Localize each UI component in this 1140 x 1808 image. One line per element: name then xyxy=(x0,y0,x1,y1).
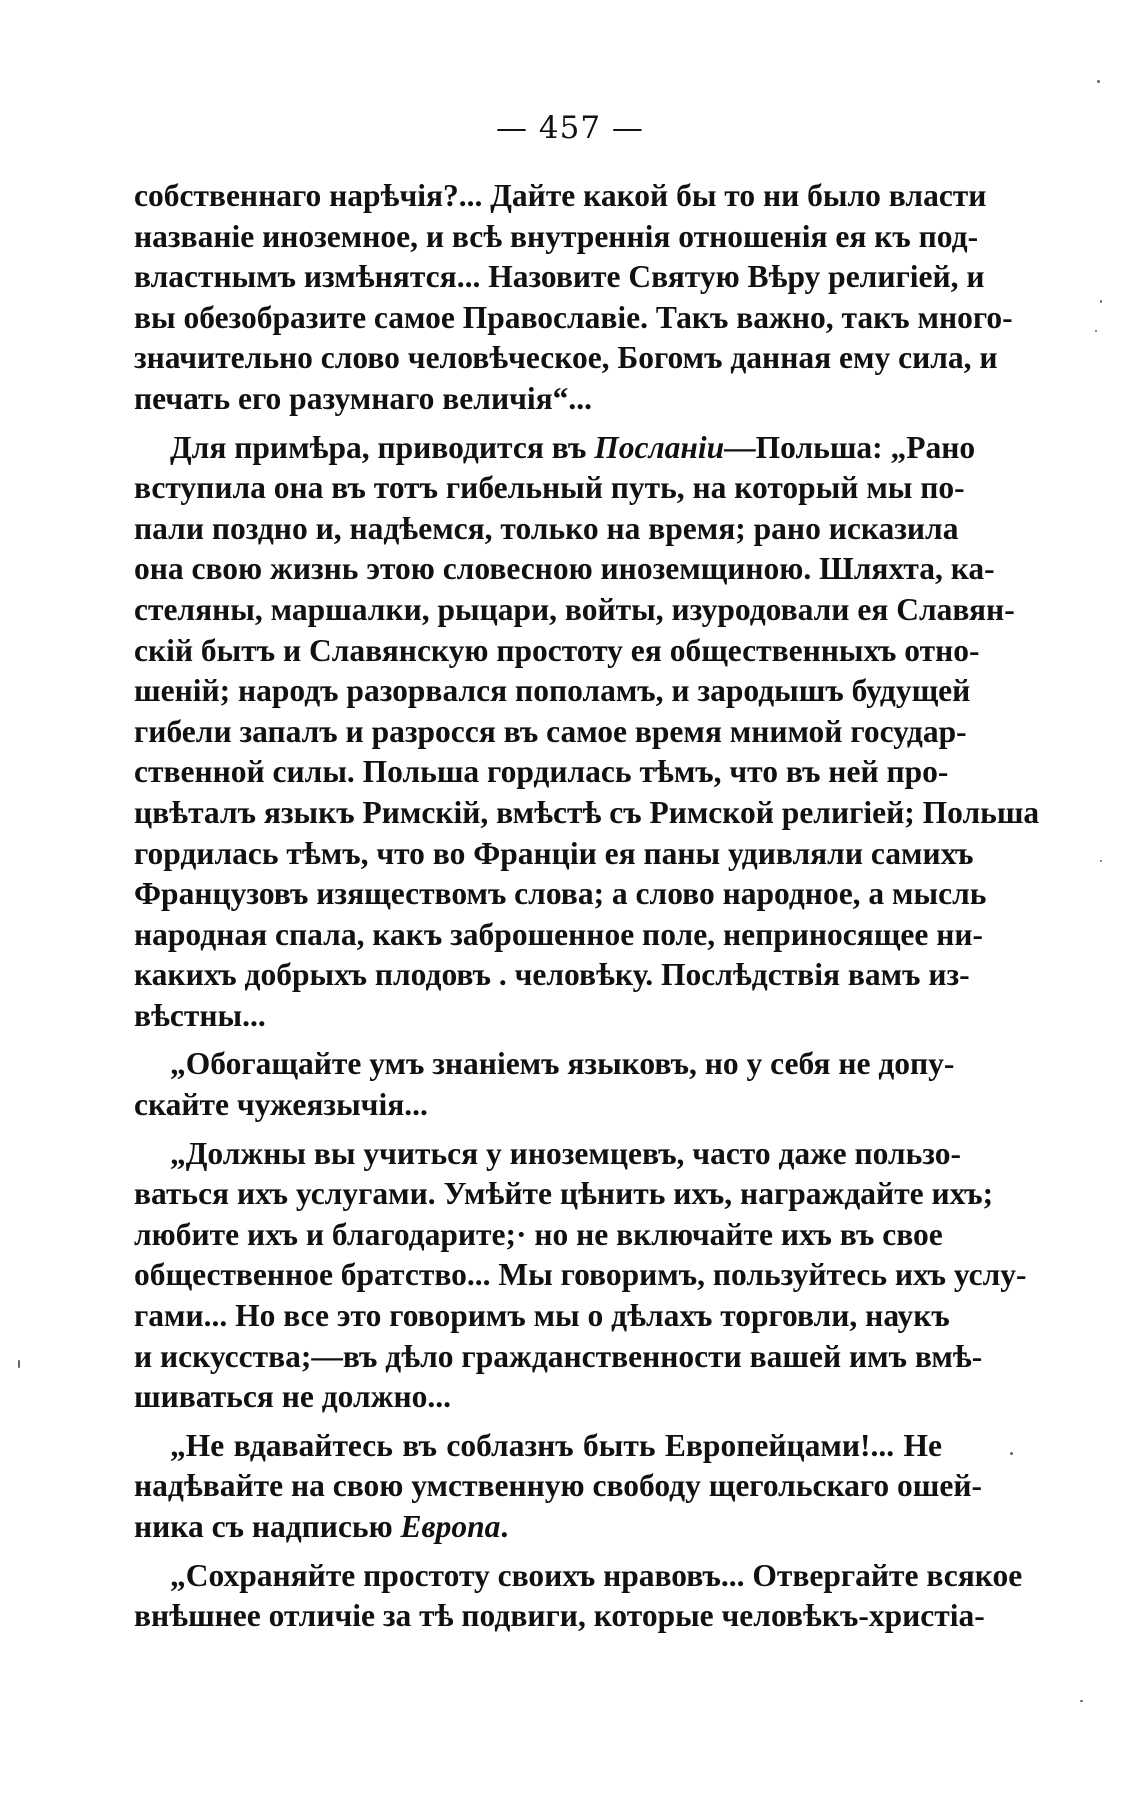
paragraph xyxy=(134,1044,955,1125)
text-line: вступила она въ тотъ гибельный путь, на который мы по- xyxy=(134,470,965,506)
text-line: цвѣталъ языкъ Римскій, вмѣстѣ съ Римской религіей; Польша xyxy=(134,794,1040,830)
paragraph xyxy=(134,1426,982,1548)
text-line: шеній; народъ разорвался пополамъ, и зародышъ будущей xyxy=(134,673,971,709)
text-line: надѣвайте на свою умственную свободу щегольскаго ошей- xyxy=(134,1468,982,1504)
text-line: она свою жизнь этою словесною иноземщиною. Шляхта, ка- xyxy=(134,551,995,587)
text-line: вы обезобразите самое Православіе. Такъ важно, такъ много- xyxy=(134,299,1013,335)
text-run: ника съ надписью xyxy=(134,1509,401,1544)
scan-speck xyxy=(18,1360,20,1368)
text-line: скій бытъ и Славянскую простоту ея общественныхъ отно- xyxy=(134,632,980,668)
text-line: ственной силы. Польша гордилась тѣмъ, что въ ней про- xyxy=(134,754,949,790)
text-line: названіе иноземное, и всѣ внутреннія отношенія ея къ под- xyxy=(134,218,979,254)
scan-speck xyxy=(1100,300,1102,303)
text-run: Для примѣра, приводится въ xyxy=(170,429,595,465)
text-line: ваться ихъ услугами. Умѣйте цѣнить ихъ, награждайте ихъ; xyxy=(134,1176,994,1212)
scan-speck xyxy=(1097,80,1100,83)
text-line: какихъ добрыхъ плодовъ . человѣку. Послѣдствія вамъ из- xyxy=(134,957,970,993)
page-number: — 457 — xyxy=(496,110,644,146)
text-line xyxy=(134,428,976,469)
text-line: внѣшнее отличіе за тѣ подвиги, которые человѣкъ-христіа- xyxy=(134,1598,985,1634)
text-line: гордилась тѣмъ, что во Франціи ея паны удивляли самихъ xyxy=(134,835,974,871)
text-line: стеляны, маршалки, рыцари, войты, изуродовали ея Славян- xyxy=(134,591,1015,627)
body-text xyxy=(134,176,1040,1637)
text-run: . xyxy=(500,1509,509,1544)
text-line: скайте чужеязычія... xyxy=(134,1087,428,1123)
text-line: гами... Но все это говоримъ мы о дѣлахъ торговли, наукъ xyxy=(134,1298,950,1334)
text-line: шиваться не должно... xyxy=(134,1379,452,1415)
text-line: „Должны вы учиться у иноземцевъ, часто даже пользо- xyxy=(170,1135,961,1171)
text-line: вѣстны... xyxy=(134,997,266,1033)
scan-speck xyxy=(1100,860,1102,862)
text-line: „Не вдавайтесь въ соблазнъ быть Европейцами!... Не xyxy=(170,1427,942,1463)
text-line: властнымъ измѣнятся... Назовите Святую Вѣру религіей, и xyxy=(134,259,985,295)
paragraph xyxy=(134,1134,1027,1418)
text-line: печать его разумнаго величія“... xyxy=(134,380,593,416)
text-line xyxy=(134,1507,942,1548)
paragraph xyxy=(134,1556,1023,1637)
text-line: и искусства;—въ дѣло гражданственности вашей имъ вмѣ- xyxy=(134,1338,983,1374)
text-line: собственнаго нарѣчія?... Дайте какой бы то ни было власти xyxy=(134,178,987,213)
paragraph xyxy=(134,176,1013,420)
text-line: значительно слово человѣческое, Богомъ данная ему сила, и xyxy=(134,340,998,376)
scan-speck xyxy=(1010,1452,1013,1455)
text-line: Французовъ изяществомъ слова; а слово народное, а мысль xyxy=(134,876,987,912)
text-line: „Обогащайте умъ знаніемъ языковъ, но у себя не допу- xyxy=(170,1046,955,1082)
text-line: пали поздно и, надѣемся, только на время; рано исказила xyxy=(134,510,959,546)
text-run: —Польша: „Рано xyxy=(724,429,976,465)
text-line: народная спала, какъ заброшенное поле, неприносящее ни- xyxy=(134,916,984,952)
italic-word: Европа xyxy=(400,1509,501,1544)
paragraph xyxy=(134,428,1040,1037)
text-line: общественное братство... Мы говоримъ, пользуйтесь ихъ услу- xyxy=(134,1257,1027,1293)
scan-speck xyxy=(1095,330,1097,332)
scan-speck xyxy=(1080,1700,1083,1702)
text-line: „Сохраняйте простоту своихъ нравовъ... Отвергайте всякое xyxy=(170,1557,1023,1593)
text-line: гибели запалъ и разросся въ самое время мнимой государ- xyxy=(134,713,967,749)
text-line: любите ихъ и благодарите;· но не включайте ихъ въ свое xyxy=(134,1216,943,1252)
italic-title: Посланіи xyxy=(594,429,725,465)
